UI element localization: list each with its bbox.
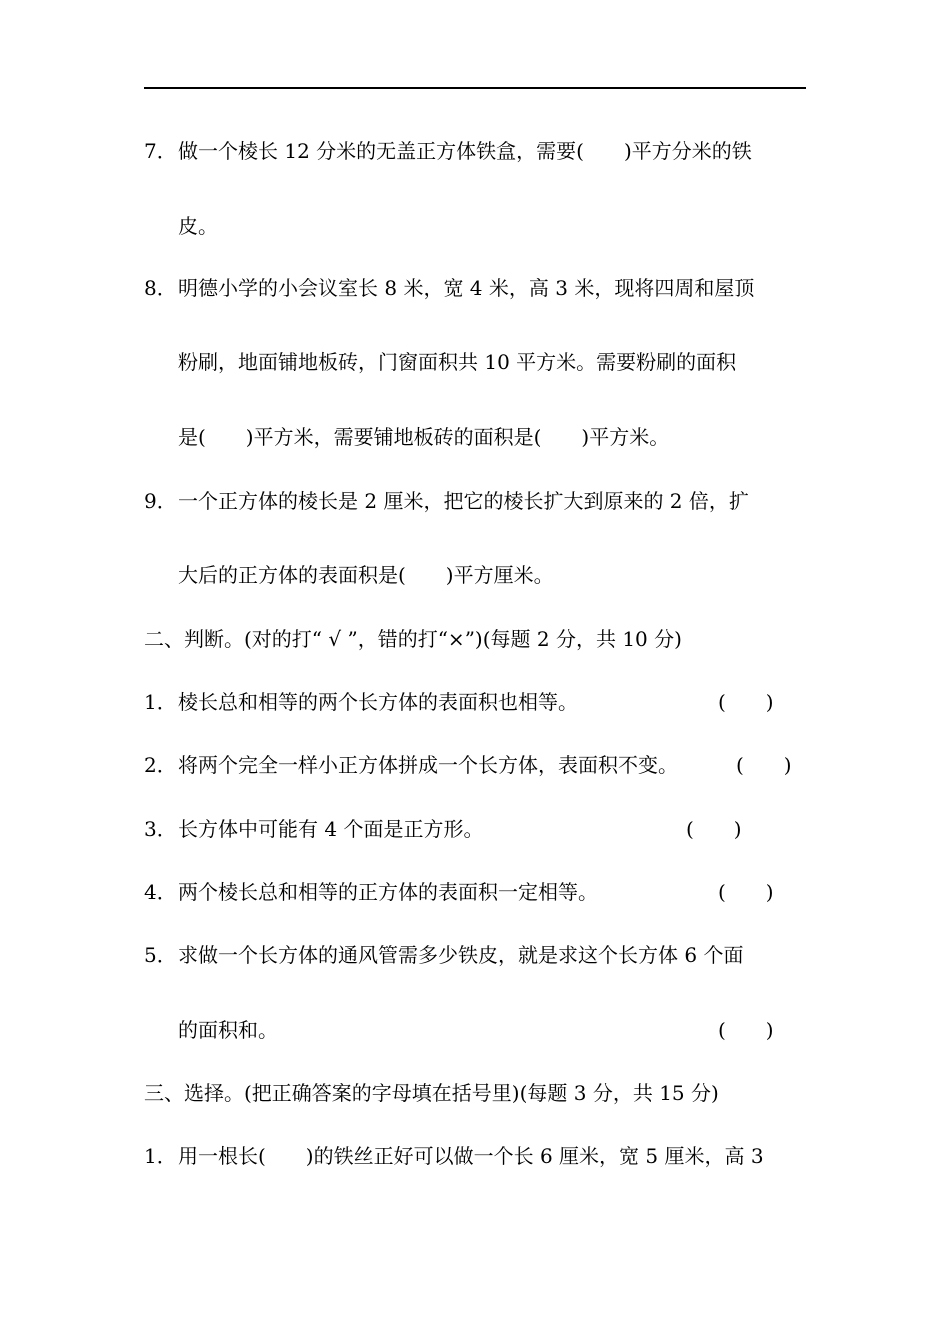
question-text: 一个正方体的棱长是 2 厘米，把它的棱长扩大到原来的 2 倍，扩 — [178, 489, 749, 513]
item-number: 1． — [144, 1144, 177, 1168]
question-text: 明德小学的小会议室长 8 米，宽 4 米，高 3 米，现将四周和屋顶 — [178, 276, 755, 300]
question-text-cont: 皮。 — [178, 214, 218, 238]
item-text: 两个棱长总和相等的正方体的表面积一定相等。 — [178, 880, 598, 904]
item-number: 4． — [144, 880, 177, 904]
section-heading-choice: 三、选择。(把正确答案的字母填在括号里)(每题 3 分，共 15 分) — [144, 1081, 719, 1105]
section-heading-judge: 二、判断。(对的打“ √ ”，错的打“×”)(每题 2 分，共 10 分) — [144, 627, 682, 651]
question-text: 做一个棱长 12 分米的无盖正方体铁盒，需要( )平方分米的铁 — [178, 139, 752, 163]
question-number: 8． — [144, 276, 177, 300]
item-text: 求做一个长方体的通风管需多少铁皮，就是求这个长方体 6 个面 — [178, 943, 744, 967]
item-text: 将两个完全一样小正方体拼成一个长方体，表面积不变。 — [178, 753, 678, 777]
item-number: 5． — [144, 943, 177, 967]
item-text: 棱长总和相等的两个长方体的表面积也相等。 — [178, 690, 578, 714]
answer-bracket[interactable]: ( ) — [718, 880, 774, 904]
question-number: 7． — [144, 139, 177, 163]
answer-bracket[interactable]: ( ) — [736, 753, 792, 777]
item-text: 用一根长( )的铁丝正好可以做一个长 6 厘米，宽 5 厘米，高 3 — [178, 1144, 764, 1168]
answer-bracket[interactable]: ( ) — [718, 690, 774, 714]
header-rule — [144, 87, 806, 89]
answer-bracket[interactable]: ( ) — [686, 817, 742, 841]
item-text-cont: 的面积和。 — [178, 1018, 278, 1042]
item-number: 2． — [144, 753, 177, 777]
item-number: 1． — [144, 690, 177, 714]
question-number: 9． — [144, 489, 177, 513]
question-text-cont: 粉刷，地面铺地板砖，门窗面积共 10 平方米。需要粉刷的面积 — [178, 350, 737, 374]
answer-bracket[interactable]: ( ) — [718, 1018, 774, 1042]
question-text-cont: 大后的正方体的表面积是( )平方厘米。 — [178, 563, 554, 587]
question-text-cont: 是( )平方米，需要铺地板砖的面积是( )平方米。 — [178, 425, 670, 449]
item-number: 3． — [144, 817, 177, 841]
item-text: 长方体中可能有 4 个面是正方形。 — [178, 817, 484, 841]
